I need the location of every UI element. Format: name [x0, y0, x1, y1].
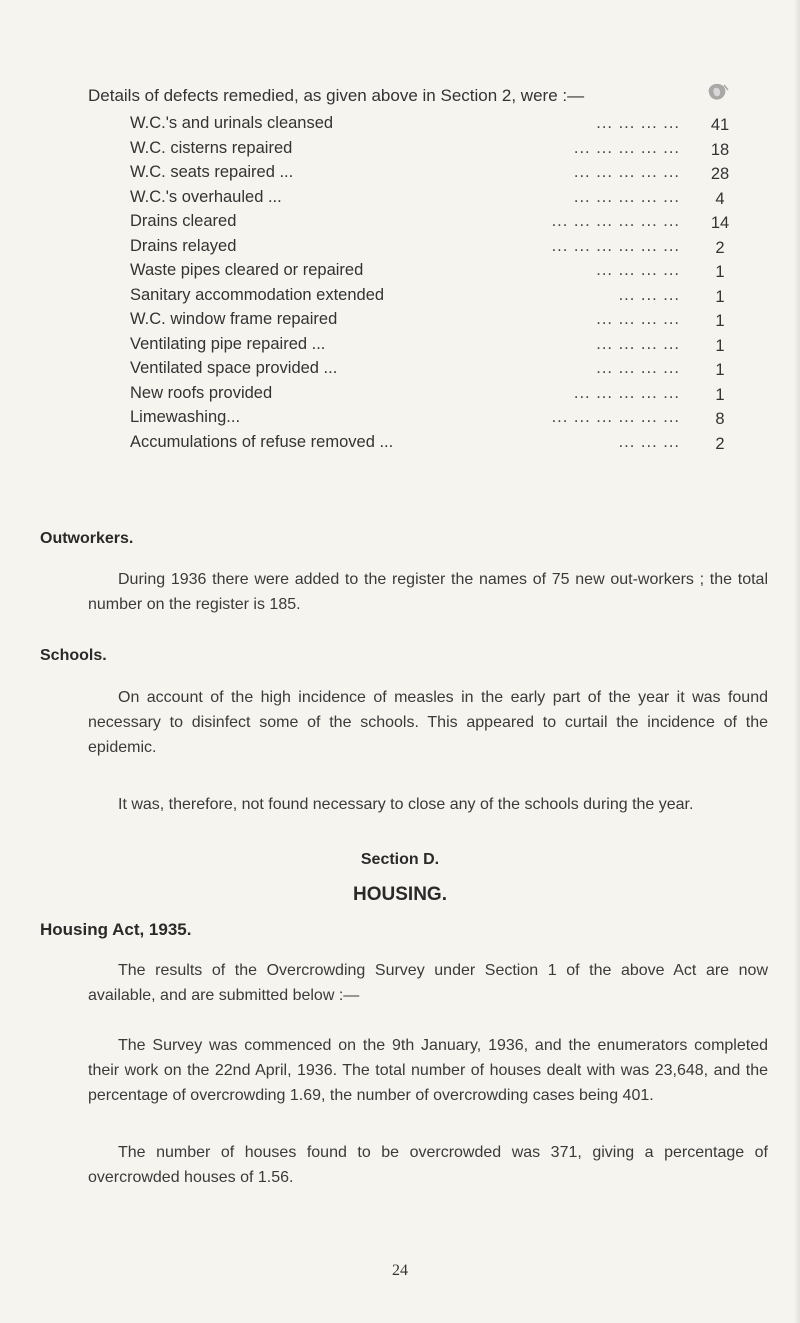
defect-label: Accumulations of refuse removed ... — [130, 432, 394, 451]
schools-paragraph-2: It was, therefore, not found necessary to close any of the schools during the year. — [118, 796, 694, 813]
defect-leader-dots: ... ... ... ... ... — [573, 163, 680, 181]
defect-leader-dots: ... ... ... — [618, 285, 680, 304]
page-edge-shadow — [794, 0, 800, 1323]
outworkers-heading: Outworkers. — [40, 530, 134, 547]
defect-row — [130, 237, 740, 262]
defect-leader-dots: ... ... ... ... ... ... — [551, 236, 680, 255]
defect-row — [130, 359, 740, 384]
defect-leader-dots: ... ... ... ... — [596, 359, 680, 377]
defect-label: W.C. seats repaired ... — [130, 163, 294, 181]
housing-paragraph-2: The Survey was commenced on the 9th January, 1936, and the enumerators completed their work on the 22nd April, 1936. The total number of houses dealt with was 23,648, and the percentage of overcrowding 1.69, the number of overcrowding cases being 401. — [88, 1037, 768, 1104]
defect-leader-dots: ... ... ... ... — [596, 114, 680, 132]
schools-paragraph-1: On account of the high incidence of measles in the early part of the year it was found necessary to disinfect some of the schools. This appeared to curtail the incidence of the epidemic. — [88, 689, 768, 756]
page-number: 24 — [392, 1262, 408, 1279]
defect-count: 2 — [715, 434, 725, 453]
defect-leader-dots: ... ... ... ... ... ... — [551, 212, 680, 230]
defect-label: W.C.'s and urinals cleansed — [130, 114, 334, 132]
housing-paragraph-3: The number of houses found to be overcrowded was 371, giving a percentage of overcrowded houses of 1.56. — [88, 1144, 768, 1186]
defect-label: W.C.'s overhauled ... — [130, 187, 282, 206]
defect-row — [130, 335, 740, 360]
defect-row — [130, 433, 740, 458]
defect-row — [130, 114, 740, 139]
defect-label: W.C. cisterns repaired — [130, 138, 293, 157]
defect-leader-dots: ... ... ... ... — [596, 310, 680, 328]
defect-label: Drains cleared — [130, 212, 237, 230]
defect-count: 41 — [710, 116, 730, 134]
defect-label: Ventilating pipe repaired ... — [130, 334, 326, 353]
section-title: Section D. — [360, 851, 440, 868]
defect-count: 1 — [715, 263, 725, 281]
defect-label: Limewashing... — [130, 408, 241, 426]
defect-count: 28 — [710, 165, 730, 183]
defect-label: Drains relayed — [130, 236, 237, 255]
defect-count: 1 — [715, 312, 725, 330]
defect-label: Ventilated space provided ... — [130, 359, 338, 377]
defect-row — [130, 212, 740, 237]
defect-count: 1 — [715, 361, 725, 379]
defect-count: 8 — [715, 410, 725, 428]
defect-label: Sanitary accommodation extended — [130, 285, 385, 304]
defect-row — [130, 139, 740, 164]
defect-label: W.C. window frame repaired — [130, 310, 338, 328]
defect-count: 14 — [710, 214, 730, 232]
defects-intro: Details of defects remedied, as given above in Section 2, were :— — [88, 86, 585, 105]
defect-row — [130, 408, 740, 433]
housing-act-heading: Housing Act, 1935. — [40, 920, 192, 939]
defect-leader-dots: ... ... ... ... — [596, 334, 680, 353]
housing-paragraph-1: The results of the Overcrowding Survey under Section 1 of the above Act are now available, and are submitted below :— — [88, 962, 768, 1004]
defect-leader-dots: ... ... ... — [618, 432, 680, 451]
defect-leader-dots: ... ... ... ... — [596, 261, 680, 279]
defect-leader-dots: ... ... ... ... ... — [573, 383, 680, 402]
defect-leader-dots: ... ... ... ... ... — [573, 187, 680, 206]
defect-row — [130, 286, 740, 311]
defect-row — [130, 261, 740, 286]
outworkers-paragraph: During 1936 there were added to the register the names of 75 new out-workers ; the total number on the register is 185. — [88, 571, 768, 613]
ink-blot-icon — [705, 82, 731, 104]
defect-leader-dots: ... ... ... ... ... ... — [551, 408, 680, 426]
defect-row — [130, 384, 740, 409]
defect-row — [130, 163, 740, 188]
section-subtitle: HOUSING. — [353, 884, 447, 905]
defects-list — [130, 114, 740, 457]
schools-heading: Schools. — [40, 647, 107, 664]
defect-count: 4 — [715, 189, 725, 208]
defect-label: New roofs provided — [130, 383, 273, 402]
defect-count: 2 — [715, 238, 725, 257]
defect-row — [130, 310, 740, 335]
defect-row — [130, 188, 740, 213]
defect-count: 1 — [715, 287, 725, 306]
defect-count: 18 — [710, 140, 730, 159]
defect-label: Waste pipes cleared or repaired — [130, 261, 364, 279]
defect-count: 1 — [715, 336, 725, 355]
defect-count: 1 — [715, 385, 725, 404]
defect-leader-dots: ... ... ... ... ... — [573, 138, 680, 157]
